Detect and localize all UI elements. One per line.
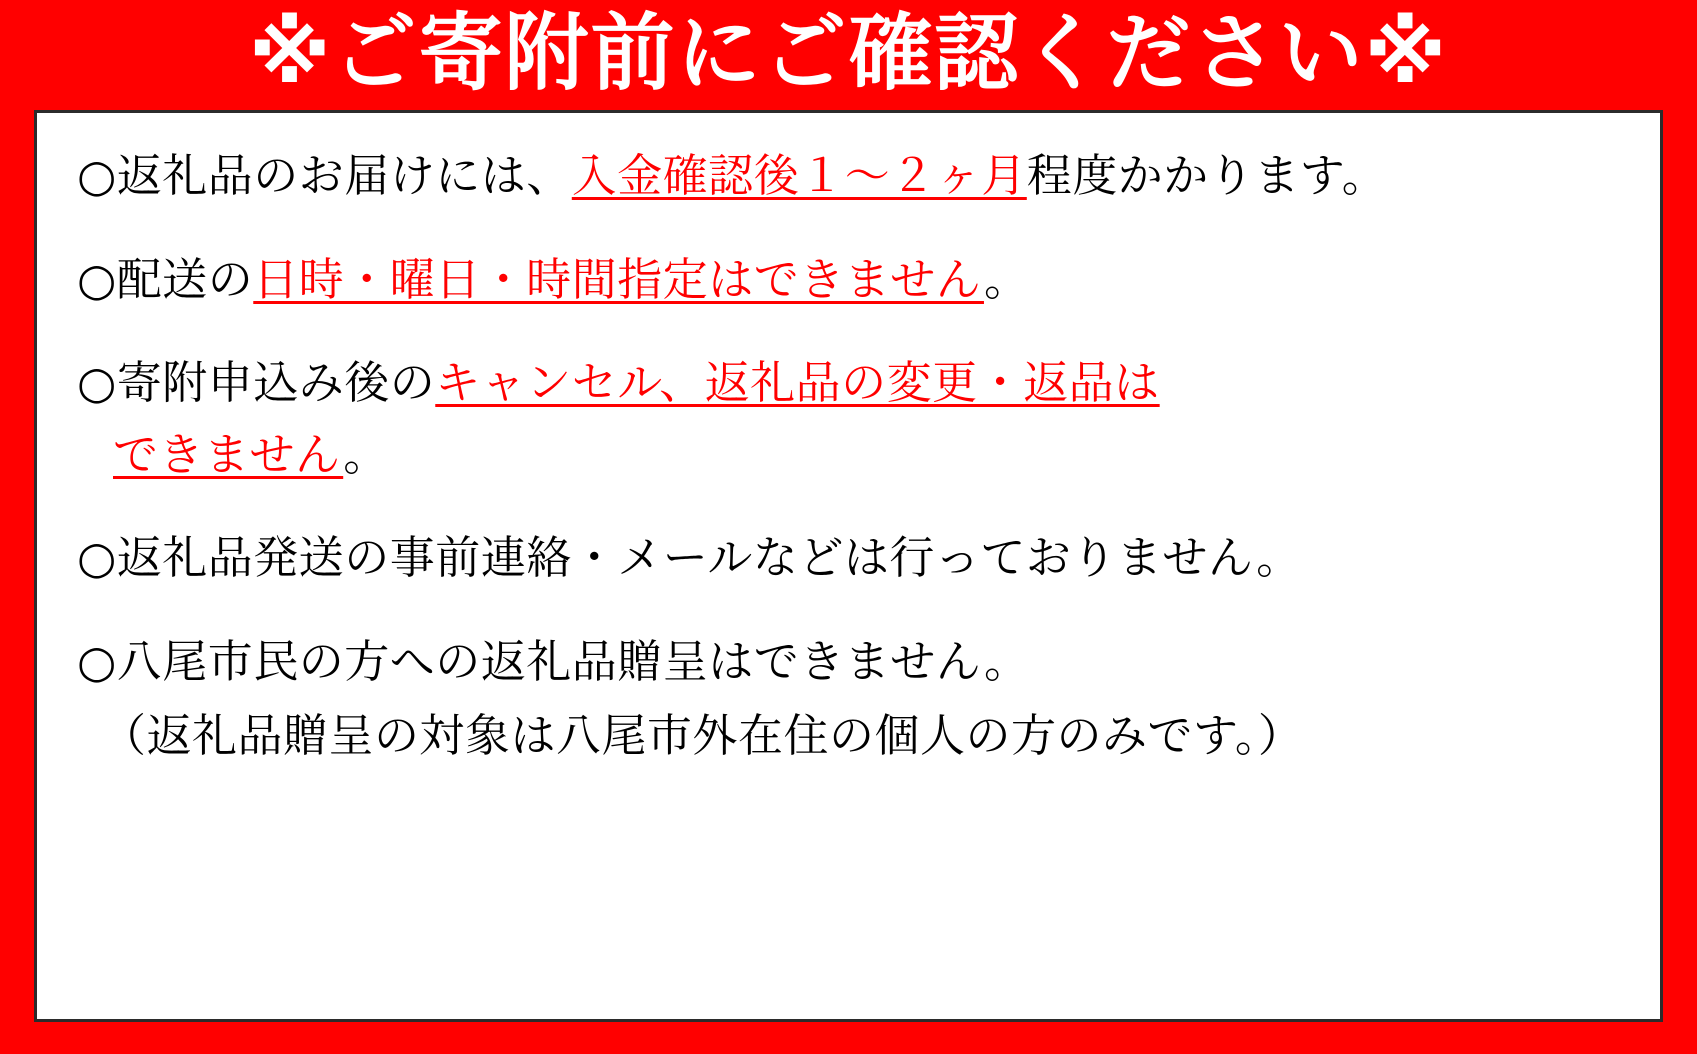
- notice-title: ※ご寄附前にご確認ください※: [248, 4, 1449, 102]
- emphasized-text: 日時・曜日・時間指定はできません: [253, 252, 984, 306]
- notice-item-line: [77, 707, 1620, 765]
- notice-item: [77, 251, 1620, 309]
- plain-text: 程度かかります。: [1026, 149, 1388, 203]
- notice-body: [34, 110, 1663, 1022]
- plain-text: 。: [343, 427, 389, 481]
- notice-item: [77, 529, 1620, 587]
- plain-text: 。: [983, 252, 1030, 306]
- plain-text: ○返礼品発送の事前連絡・メールなどは行っておりません。: [77, 531, 1302, 585]
- emphasized-text: キャンセル、返礼品の変更・返品は: [435, 356, 1160, 410]
- emphasized-text: 入金確認後１～２ヶ月: [571, 149, 1027, 203]
- notice-item: [77, 633, 1620, 764]
- notice-item-line: [77, 426, 1620, 484]
- plain-text: ○寄附申込み後の: [77, 356, 436, 410]
- notice-item: [77, 354, 1620, 483]
- plain-text: ○配送の: [77, 252, 254, 306]
- plain-text: ○返礼品のお届けには、: [77, 149, 572, 203]
- plain-text: （返礼品贈呈の対象は八尾市外在住の個人の方のみです。）: [101, 708, 1304, 762]
- notice-item: [77, 147, 1620, 205]
- plain-text: ○八尾市民の方への返礼品贈呈はできません。: [77, 635, 1030, 689]
- emphasized-text: できません: [113, 427, 344, 481]
